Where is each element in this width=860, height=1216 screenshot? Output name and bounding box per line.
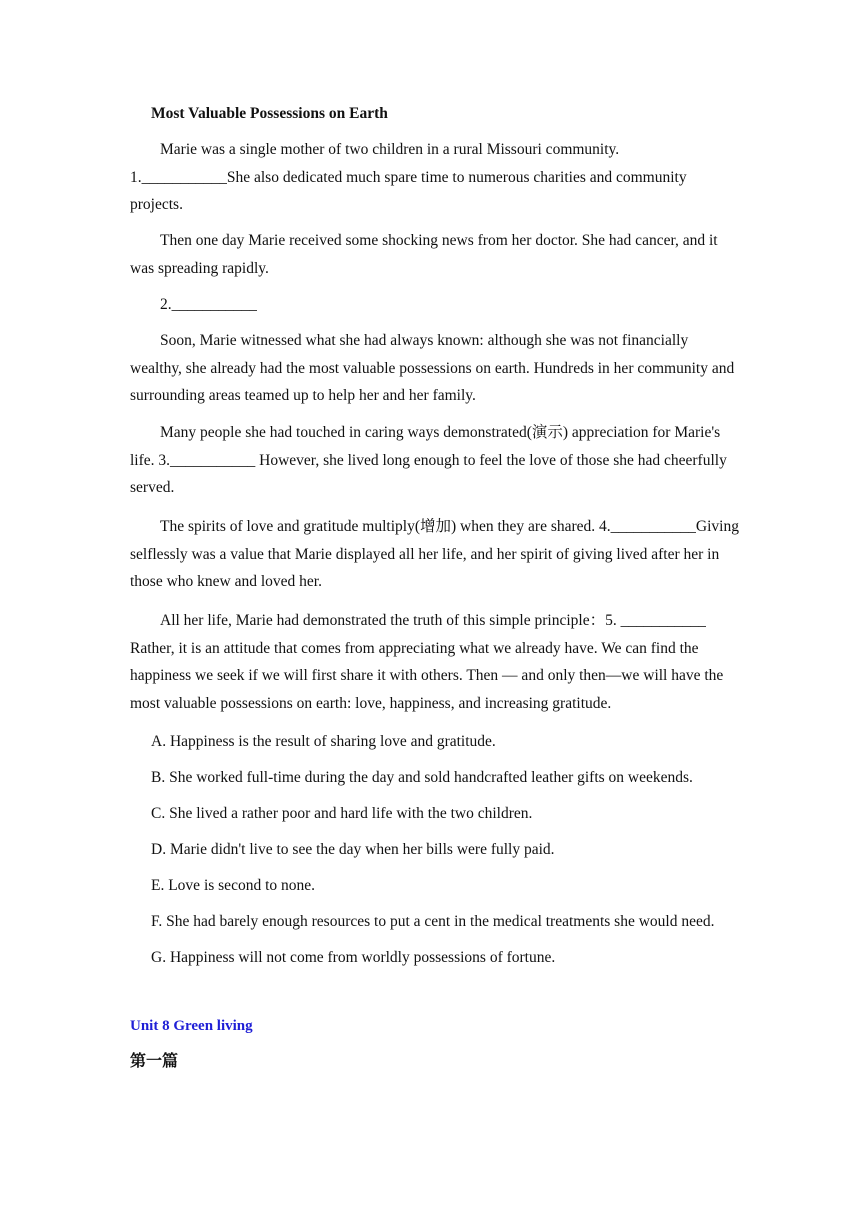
option-g: G. Happiness will not come from worldly possessions of fortune.: [151, 949, 556, 966]
passage-title: Most Valuable Possessions on Earth: [151, 105, 388, 122]
unit-heading: Unit 8 Green living: [130, 1018, 253, 1034]
option-a: A. Happiness is the result of sharing love and gratitude.: [151, 733, 496, 750]
option-e: E. Love is second to none.: [151, 877, 316, 894]
option-d: D. Marie didn't live to see the day when her bills were fully paid.: [151, 841, 555, 858]
paragraph-4: Soon, Marie witnessed what she had always known: although she was not financially wealthy, she already had the most valuable possessions on earth. Hundreds in her community and surrounding areas teamed up to help her and her family.: [130, 332, 735, 404]
paragraph-2: Then one day Marie received some shocking news from her doctor. She had cancer, and it was spreading rapidly.: [130, 232, 718, 277]
option-f: F. She had barely enough resources to put a cent in the medical treatments she would need.: [151, 913, 715, 930]
paragraph-3-blank: 2.___________: [160, 296, 257, 313]
section-label: 第一篇: [130, 1053, 179, 1070]
option-b: B. She worked full-time during the day and sold handcrafted leather gifts on weekends.: [151, 769, 693, 786]
paragraph-5: Many people she had touched in caring ways demonstrated(演示) appreciation for Marie's life. 3.___________ However, she lived long enough to feel the love of those she had cheerfully served.: [130, 424, 727, 496]
option-c: C. She lived a rather poor and hard life with the two children.: [151, 805, 533, 822]
paragraph-1: Marie was a single mother of two children in a rural Missouri community. 1.___________She also dedicated much spare time to numerous charities and community projects.: [130, 141, 687, 213]
paragraph-6: The spirits of love and gratitude multiply(增加) when they are shared. 4.___________Giving selflessly was a value that Marie displayed all her life, and her spirit of giving lived after her in those who knew and loved her.: [130, 518, 739, 590]
paragraph-7: All her life, Marie had demonstrated the truth of this simple principle：5. ___________ Rather, it is an attitude that comes from appreciating what we already have. We can find the happiness we seek if we will first share it with others. Then — and only then—we will have the most valuable possessions on earth: love, happiness, and increasing gratitude.: [130, 612, 724, 712]
